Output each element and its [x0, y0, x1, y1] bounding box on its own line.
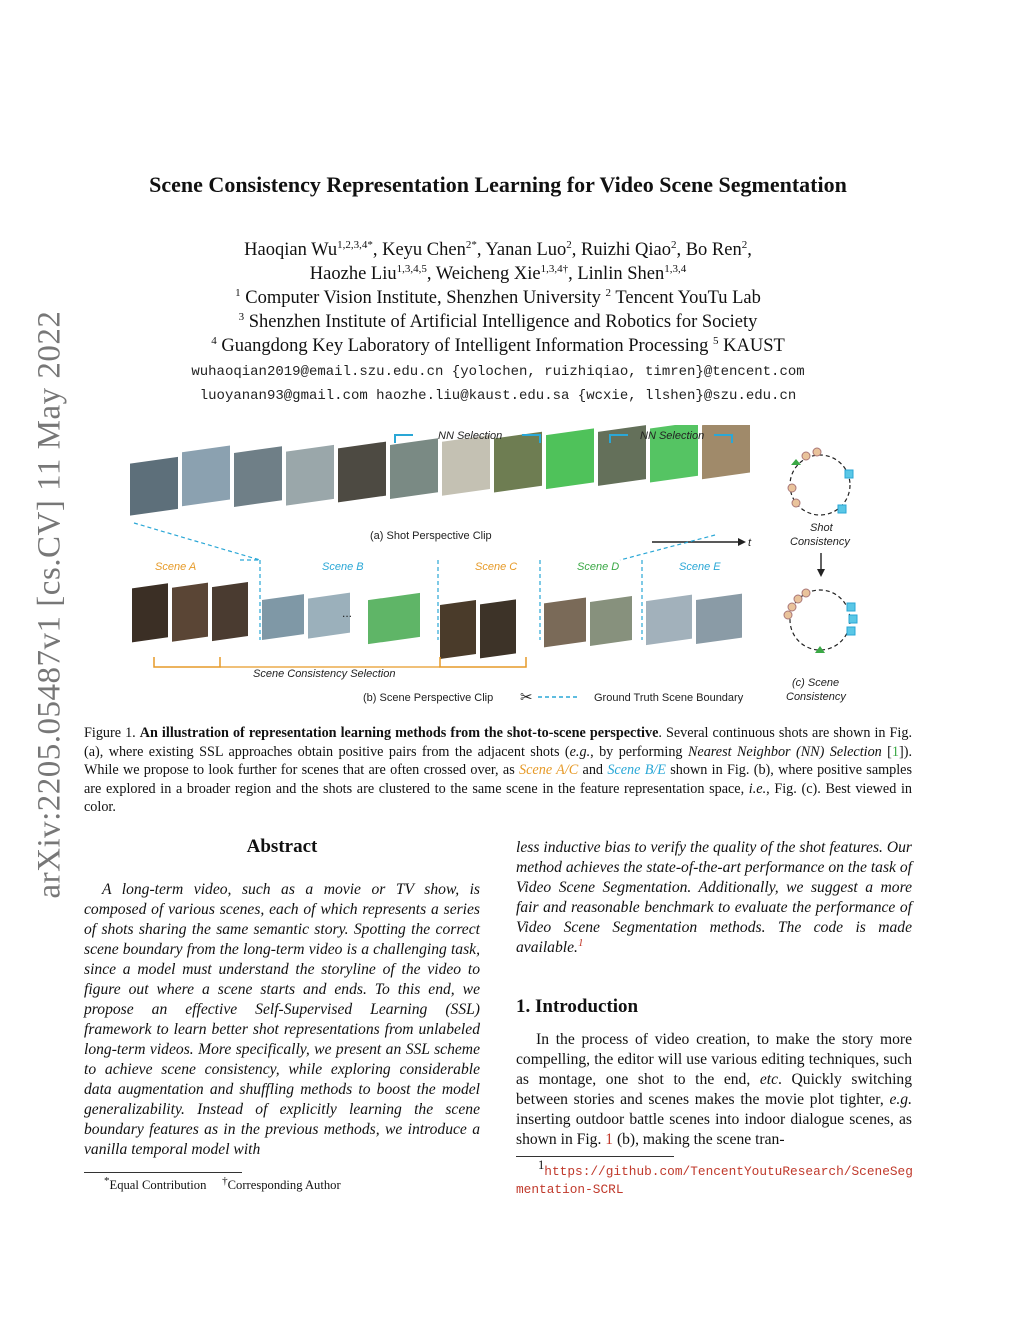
intro-text: e.g.: [889, 1091, 912, 1108]
author: Ruizhi Qiao: [581, 240, 671, 260]
paper-title: Scene Consistency Representation Learning for Video Scene Segmentation: [149, 172, 847, 197]
thumb: [390, 438, 438, 499]
caption-text: [: [881, 743, 892, 760]
author-sup: 2*: [465, 238, 477, 251]
node: [792, 499, 800, 507]
caption-text: and: [578, 762, 608, 779]
figure-ref-link[interactable]: 1: [605, 1131, 614, 1148]
scissors-icon: ✂: [520, 689, 533, 706]
node: [802, 452, 810, 460]
node: [784, 611, 792, 619]
node: [802, 589, 810, 597]
thumb: [646, 595, 692, 645]
node-triangle: [791, 459, 801, 465]
node: [788, 484, 796, 492]
affiliation: KAUST: [723, 336, 785, 356]
bracket: [440, 657, 526, 667]
thumb: [286, 445, 334, 506]
authors-line-2: Haozhe Liu$^{1,3,4,5}$, Weicheng Xie$^{1,3,4\dagger}$, Linlin Shen$^{1,3,4}$: [309, 262, 687, 284]
caption-scene-be: Scene B/E: [607, 762, 666, 779]
footnote-mark: †: [222, 1174, 228, 1187]
affiliation-line-1: [0, 286, 996, 310]
citation-link[interactable]: 1: [891, 743, 899, 760]
node: [788, 603, 796, 611]
thumb: [702, 425, 750, 479]
author: Haozhe Liu: [309, 264, 397, 284]
footnote-text: Corresponding Author: [227, 1178, 341, 1192]
author-sup: 1,3,4: [664, 262, 687, 275]
github-link[interactable]: https://github.com/TencentYoutuResearch/SceneSegmentation-SCRL: [516, 1164, 913, 1197]
thumb: [338, 442, 386, 503]
footnote-link[interactable]: 1: [577, 936, 584, 949]
caption-text: . Several continuous shots are shown in Fig. (a), where existing SSL approaches obtain positive pairs from the adjacent shots (: [84, 725, 912, 760]
author-sup: 2: [741, 238, 748, 251]
figure-caption: [84, 724, 912, 817]
node-square: [847, 603, 855, 611]
caption-text: Nearest Neighbor (NN) Selection: [687, 743, 882, 760]
scene-thumbnails-row: [132, 582, 742, 659]
node-square: [838, 505, 846, 513]
mapping-line: [134, 523, 260, 560]
footnote-rule: [516, 1156, 674, 1157]
author-sup: 1,3,4,5: [396, 262, 427, 275]
affiliation-line-2: [0, 310, 996, 334]
author-sup: 2: [566, 238, 572, 251]
abstract-heading: Abstract: [246, 836, 318, 857]
email-line-1: wuhaoqian2019@email.szu.edu.cn {yolochen, ruizhiqiao, timren}@tencent.com: [191, 364, 805, 380]
author-sup: 1,2,3,4*: [337, 238, 373, 251]
scene-d-label: Scene D: [577, 561, 620, 573]
thumb: [590, 596, 632, 646]
caption-scene-ac: Scene A/C: [519, 762, 579, 779]
caption-text: ]). While we propose to look further for scenes that are often crossed over, as: [84, 743, 912, 779]
ellipsis: ...: [342, 606, 353, 620]
footnote-url: [516, 1157, 916, 1198]
scene-clip-label: (b) Scene Perspective Clip: [363, 692, 494, 704]
footnote-authors: [104, 1174, 341, 1193]
thumb: [442, 435, 490, 496]
author-block: [0, 238, 996, 408]
node-square: [847, 627, 855, 635]
thumb: [130, 457, 178, 516]
node-square: [845, 470, 853, 478]
figure-1: [120, 425, 880, 715]
author: Haoqian Wu: [244, 240, 338, 260]
author: Yanan Luo: [485, 240, 567, 260]
scene-consistency-selection-label: Scene Consistency Selection: [253, 668, 396, 680]
caption-text: shown in Fig. (b), where positive samples are explored in a broader region and the shots are clustered to the same scene in the feature representation space,: [84, 762, 913, 797]
shot-consistency-label-1: Shot: [810, 522, 833, 534]
email-line-2: luoyanan93@gmail.com haozhe.liu@kaust.edu.sa {wcxie, llshen}@szu.edu.cn: [199, 388, 797, 404]
caption-text: , by performing: [590, 743, 688, 760]
aff-num: 2: [605, 286, 612, 299]
mapping-line: [620, 535, 715, 560]
author-sup: 2: [670, 238, 677, 251]
abstract-text: A long-term video, such as a movie or TV show, is composed of various scenes, each of which represents a series of shots sharing the same semantic story. Spotting the correct scene boundary from the long-term video is a challenging task, since a model must understand the storyline of the video to figure out where a scene starts and ends. To this end, we propose an effective Self-Supervised Learning (SSL) framework to learn better shot representations from unlabeled long-term videos. More specifically, we present an SSL scheme to achieve scene consistency, while exploring considerable data augmentation and shuffling methods to boost the model generalizability. Instead of explicitly learning the scene boundary features as in the previous methods, we introduce a vanilla temporal model with: [84, 881, 480, 1158]
abstract-continued-text: less inductive bias to verify the quality of the shot features. Our method achieves the state-of-the-art performance on the task of Video Scene Segmentation. Additionally, we suggest a more fair and reasonable benchmark to evaluate the performance of Video Scene Segmentation methods. The code is made available.: [516, 839, 912, 956]
bracket: [154, 657, 220, 667]
intro-text: etc: [759, 1071, 779, 1088]
author-sup: 1,3,4†: [540, 262, 569, 275]
footnote-mark: 1: [538, 1157, 545, 1172]
thumb: [368, 593, 420, 644]
node: [813, 448, 821, 456]
arrow-down-icon: [817, 569, 825, 577]
arrow-head-icon: [738, 538, 746, 546]
node-square: [849, 615, 857, 623]
intro-text: In the process of video creation, to make the story more compelling, the editor will use various editing techniques, such as montage, one shot to the end,: [516, 1031, 912, 1088]
thumb: [696, 594, 742, 644]
caption-text: e.g.: [569, 743, 591, 760]
scene-consistency-label-2: Consistency: [786, 691, 846, 703]
scene-b-label: Scene B: [322, 561, 364, 573]
affiliation-line-3: [0, 334, 996, 358]
caption-bold: An illustration of representation learning methods from the shot-to-scene perspective: [139, 725, 659, 741]
gt-boundary-label: Ground Truth Scene Boundary: [594, 692, 744, 704]
intro-text: (b), making the scene tran-: [613, 1131, 785, 1148]
affiliation: Tencent YouTu Lab: [615, 288, 761, 308]
affiliation: Computer Vision Institute, Shenzhen University: [245, 288, 601, 308]
shot-clip-label: (a) Shot Perspective Clip: [370, 530, 492, 542]
footnote-text: Equal Contribution: [109, 1178, 207, 1192]
footnote-mark: *: [104, 1174, 110, 1187]
scene-e-label: Scene E: [679, 561, 721, 573]
introduction-heading: 1. Introduction: [516, 996, 639, 1017]
author: Bo Ren: [685, 240, 742, 260]
authors-line-1: Haoqian $Wu^{1,2,3,4*}$, Keyu Chen$^{2*}$, Yanan Luo$^2$, Ruizhi Qiao$^2$, Bo Ren$^2$,: [244, 238, 752, 260]
aff-num: 3: [238, 310, 245, 323]
thumb: [234, 446, 282, 507]
author: Linlin Shen: [577, 264, 665, 284]
author: Keyu Chen: [382, 240, 466, 260]
thumb: [440, 600, 476, 659]
thumb: [544, 598, 586, 648]
nn-selection-label: NN Selection: [640, 430, 705, 442]
time-label: t: [748, 537, 752, 549]
node: [794, 595, 802, 603]
scene-a-label: Scene A: [155, 561, 197, 573]
shot-consistency-label-2: Consistency: [790, 536, 850, 548]
thumb: [182, 446, 230, 507]
thumb: [172, 583, 208, 642]
aff-num: 1: [235, 286, 241, 299]
nn-selection-label: NN Selection: [438, 430, 503, 442]
affiliation: Guangdong Key Laboratory of Intelligent Information Processing: [221, 336, 709, 356]
author: Weicheng Xie: [435, 264, 541, 284]
intro-text: . Quickly switching between stories and scenes makes the movie plot tighter,: [516, 1071, 912, 1108]
introduction-text: [516, 1030, 912, 1150]
caption-text: , Fig. (c). Best viewed in color.: [84, 780, 912, 816]
footnote-rule: [84, 1172, 242, 1173]
figure-diagram: [120, 425, 880, 715]
thumb: [132, 583, 168, 642]
aff-num: 5: [713, 334, 719, 347]
scene-consistency-label-1: (c) Scene: [792, 677, 840, 689]
caption-text: i.e.: [748, 780, 767, 797]
caption-label: Figure 1.: [84, 725, 136, 741]
intro-text: inserting outdoor battle scenes into indoor dialogue scenes, as shown in Fig.: [516, 1111, 912, 1148]
abstract-continued: [516, 838, 912, 958]
thumb: [480, 599, 516, 658]
thumb: [262, 594, 304, 640]
thumb: [212, 582, 248, 641]
affiliation: Shenzhen Institute of Artificial Intelligence and Robotics for Society: [248, 312, 758, 332]
thumb: [546, 428, 594, 489]
scene-c-label: Scene C: [475, 561, 518, 573]
arxiv-identifier: arXiv:2205.05487v1 [cs.CV] 11 May 2022: [31, 310, 68, 899]
aff-num: 4: [211, 334, 217, 347]
